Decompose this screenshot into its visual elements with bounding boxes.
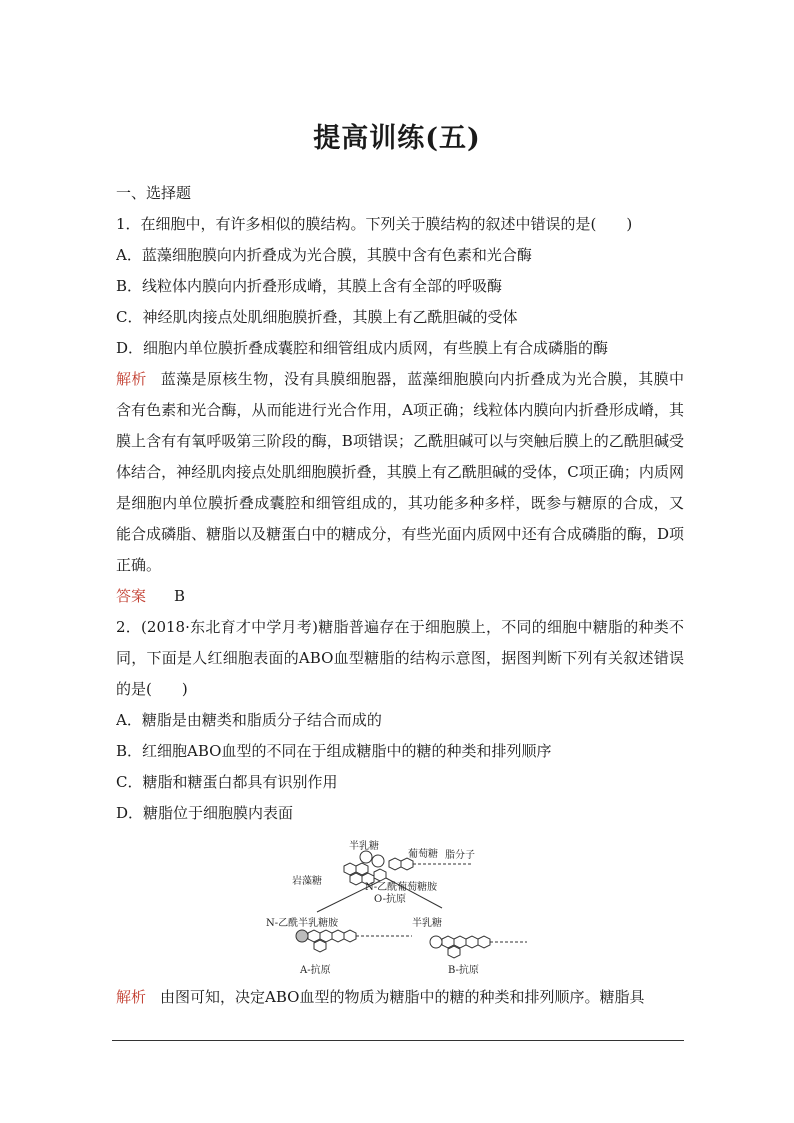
sugar-hexagon — [478, 936, 490, 948]
answer-label: 答案 — [116, 587, 147, 605]
fucose-hexagon — [350, 873, 362, 885]
sugar-hexagon — [454, 936, 466, 948]
question-1-stem: 1．在细胞中，有许多相似的膜结构。下列关于膜结构的叙述中错误的是( ) — [116, 215, 633, 233]
galactose-circle — [430, 936, 442, 948]
sugar-hexagon — [374, 869, 386, 881]
question-1-option-c: C．神经肌肉接点处肌细胞膜折叠，其膜上有乙酰胆碱的受体 — [116, 308, 518, 326]
question-2-analysis — [116, 982, 684, 1013]
sugar-hexagon — [344, 930, 356, 942]
sugar-hexagon — [332, 930, 344, 942]
analysis-label: 解析 — [116, 370, 147, 388]
question-1-option-d: D．细胞内单位膜折叠成囊腔和细管组成内质网，有些膜上有合成磷脂的酶 — [116, 339, 609, 357]
label-b-antigen: B-抗原 — [448, 965, 479, 976]
page-title: 提高训练(五) — [313, 123, 481, 154]
question-2-option-d: D．糖脂位于细胞膜内表面 — [116, 804, 294, 822]
question-2-stem: 2．(2018·东北育才中学月考)糖脂普遍存在于细胞膜上，不同的细胞中糖脂的种类不同，下面是人红细胞表面的ABO血型糖脂的结构示意图，据图判断下列有关叙述错误的是( ) — [116, 618, 684, 698]
analysis-text: 蓝藻是原核生物，没有具膜细胞器，蓝藻细胞膜向内折叠成为光合膜，其膜中含有色素和光合酶，从而能进行光合作用，A项正确；线粒体内膜向内折叠形成嵴，其膜上含有有氧呼吸第三阶段的酶，B项错误；乙酰胆碱可以与突触后膜上的乙酰胆碱受体结合，神经肌肉接点处肌细胞膜折叠，其膜上有乙酰胆碱的受体，C项正确；内质网是细胞内单位膜折叠成囊腔和细管组成的，其功能多种多样，既参与糖原的合成，又能合成磷脂、糖脂以及糖蛋白中的糖成分，有些光面内质网中还有合成磷脂的酶，D项正确。 — [116, 370, 684, 574]
sugar-hexagon — [466, 936, 478, 948]
label-fucose: 岩藻糖 — [292, 876, 322, 887]
glucose-hexagon — [372, 855, 384, 867]
question-2-option-b: B．红细胞ABO血型的不同在于组成糖脂中的糖的种类和排列顺序 — [116, 742, 552, 760]
sugar-hexagon — [308, 930, 320, 942]
fucose-hexagon — [314, 940, 326, 952]
analysis-text: 由图可知，决定ABO血型的物质为糖脂中的糖的种类和排列顺序。糖脂具 — [160, 988, 645, 1006]
sugar-hexagon — [442, 936, 454, 948]
section-heading: 一、选择题 — [116, 184, 192, 202]
label-lipid: 脂分子 — [445, 850, 475, 861]
label-glcnac: N-乙酰葡萄糖胺 — [365, 882, 438, 893]
fucose-hexagon — [448, 946, 460, 958]
label-galnac: N-乙酰半乳糖胺 — [266, 918, 339, 929]
label-a-antigen: A-抗原 — [300, 965, 331, 976]
galnac-circle — [296, 930, 308, 942]
abo-diagram-svg — [262, 838, 532, 980]
sugar-hexagon — [356, 863, 368, 875]
label-glucose: 葡萄糖 — [408, 849, 438, 860]
answer-value: B — [174, 587, 186, 605]
analysis-label: 解析 — [116, 988, 147, 1006]
sugar-hexagon — [344, 863, 356, 875]
sugar-hexagon — [389, 858, 401, 870]
question-1-option-a: A．蓝藻细胞膜向内折叠成为光合膜，其膜中含有色素和光合酶 — [116, 246, 532, 264]
document-body — [116, 178, 684, 829]
question-2-option-c: C．糖脂和糖蛋白都具有识别作用 — [116, 773, 338, 791]
question-1-answer — [116, 581, 684, 612]
abo-glycolipid-diagram — [262, 838, 532, 980]
galactose-circle — [360, 851, 372, 863]
question-2-option-a: A．糖脂是由糖类和脂质分子结合而成的 — [116, 711, 382, 729]
label-o-antigen: O-抗原 — [374, 894, 406, 905]
sugar-hexagon — [320, 930, 332, 942]
footer-rule — [112, 1040, 684, 1041]
question-1-analysis — [116, 364, 684, 581]
label-galactose-top: 半乳糖 — [349, 841, 379, 852]
label-galactose-b: 半乳糖 — [412, 918, 442, 929]
question-1-option-b: B．线粒体内膜向内折叠形成嵴，其膜上含有全部的呼吸酶 — [116, 277, 503, 295]
